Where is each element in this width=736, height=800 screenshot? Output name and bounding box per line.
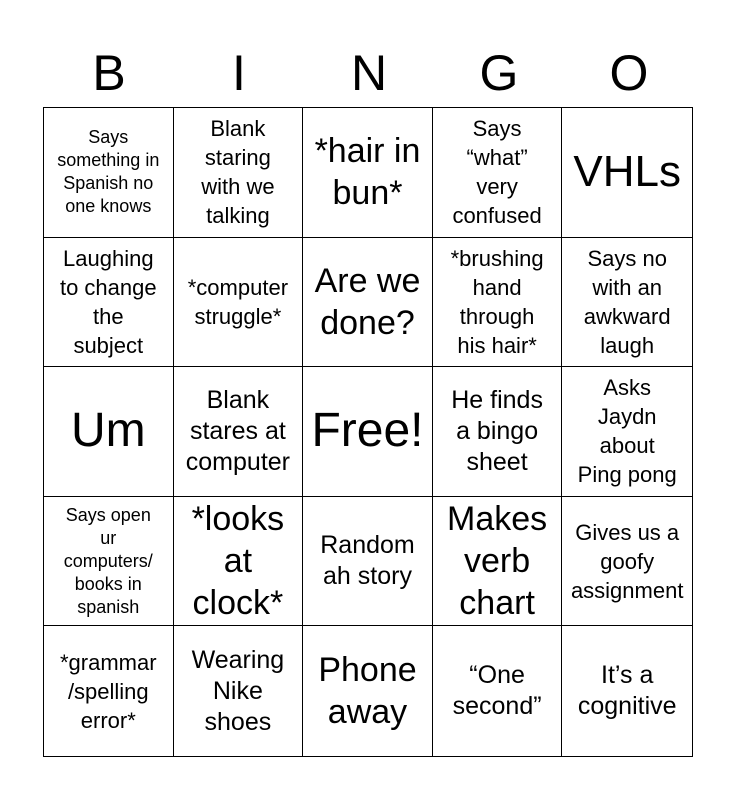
bingo-cell-text: Asks Jaydn about Ping pong bbox=[577, 375, 677, 488]
bingo-cell-i5[interactable] bbox=[174, 626, 304, 756]
bingo-cell-o2[interactable] bbox=[562, 238, 692, 368]
bingo-cell-text: Blank staring with we talking bbox=[201, 116, 275, 229]
bingo-cell-text: Um bbox=[70, 404, 146, 458]
bingo-cell-o5[interactable] bbox=[562, 626, 692, 756]
header-letter-i: I bbox=[232, 45, 246, 101]
bingo-cell-g3[interactable] bbox=[433, 367, 563, 497]
bingo-cell-text: “One second” bbox=[452, 661, 542, 721]
bingo-cell-g1[interactable] bbox=[433, 108, 563, 238]
bingo-cell-i2[interactable] bbox=[174, 238, 304, 368]
bingo-cell-text: *grammar /spelling error* bbox=[60, 649, 157, 733]
bingo-cell-text: Are we done? bbox=[314, 261, 421, 342]
bingo-cell-b5[interactable] bbox=[44, 626, 174, 756]
bingo-cell-text: Blank stares at computer bbox=[185, 385, 290, 476]
bingo-cell-text: Phone away bbox=[318, 651, 417, 732]
bingo-cell-g4[interactable] bbox=[433, 497, 563, 627]
bingo-cell-b1[interactable] bbox=[44, 108, 174, 238]
bingo-cell-text: Laughing to change the subject bbox=[59, 245, 157, 358]
bingo-cell-text: Wearing Nike shoes bbox=[191, 645, 285, 736]
bingo-cell-o1[interactable] bbox=[562, 108, 692, 238]
bingo-cell-text: *looks at clock* bbox=[191, 500, 285, 623]
bingo-cell-b2[interactable] bbox=[44, 238, 174, 368]
bingo-cell-n1[interactable] bbox=[303, 108, 433, 238]
bingo-cell-n4[interactable] bbox=[303, 497, 433, 627]
bingo-board bbox=[43, 107, 693, 757]
bingo-cell-text: Makes verb chart bbox=[447, 500, 548, 623]
bingo-cell-text: *computer struggle* bbox=[187, 274, 289, 329]
bingo-cell-o3[interactable] bbox=[562, 367, 692, 497]
bingo-cell-text: *brushing hand through his hair* bbox=[450, 245, 544, 358]
bingo-cell-b4[interactable] bbox=[44, 497, 174, 627]
bingo-cell-i4[interactable] bbox=[174, 497, 304, 627]
bingo-cell-g5[interactable] bbox=[433, 626, 563, 756]
bingo-cell-text: Says “what” very confused bbox=[452, 116, 542, 229]
bingo-cell-n5[interactable] bbox=[303, 626, 433, 756]
bingo-cell-i1[interactable] bbox=[174, 108, 304, 238]
bingo-cell-text: Gives us a goofy assignment bbox=[570, 519, 684, 603]
bingo-header bbox=[44, 40, 694, 106]
bingo-cell-text: Says something in Spanish no one knows bbox=[57, 127, 160, 217]
bingo-cell-text: He finds a bingo sheet bbox=[451, 385, 543, 476]
bingo-cell-text: Random ah story bbox=[320, 531, 415, 591]
bingo-cell-o4[interactable] bbox=[562, 497, 692, 627]
bingo-cell-n2[interactable] bbox=[303, 238, 433, 368]
bingo-cell-text: Says no with an awkward laugh bbox=[583, 245, 671, 358]
bingo-cell-i3[interactable] bbox=[174, 367, 304, 497]
bingo-cell-g2[interactable] bbox=[433, 238, 563, 368]
bingo-cell-b3[interactable] bbox=[44, 367, 174, 497]
header-letter-b: B bbox=[92, 45, 126, 101]
bingo-cell-text: *hair in bun* bbox=[314, 132, 421, 213]
header-letter-o: O bbox=[609, 45, 649, 101]
bingo-cell-text: Says open ur computers/ books in spanish bbox=[63, 504, 153, 617]
bingo-cell-n3[interactable] bbox=[303, 367, 433, 497]
bingo-cell-text: VHLs bbox=[573, 147, 681, 197]
header-letter-g: G bbox=[479, 45, 519, 101]
bingo-cell-text: Free! bbox=[311, 404, 424, 458]
header-letter-n: N bbox=[350, 45, 388, 101]
bingo-cell-text: It’s a cognitive bbox=[577, 661, 677, 721]
